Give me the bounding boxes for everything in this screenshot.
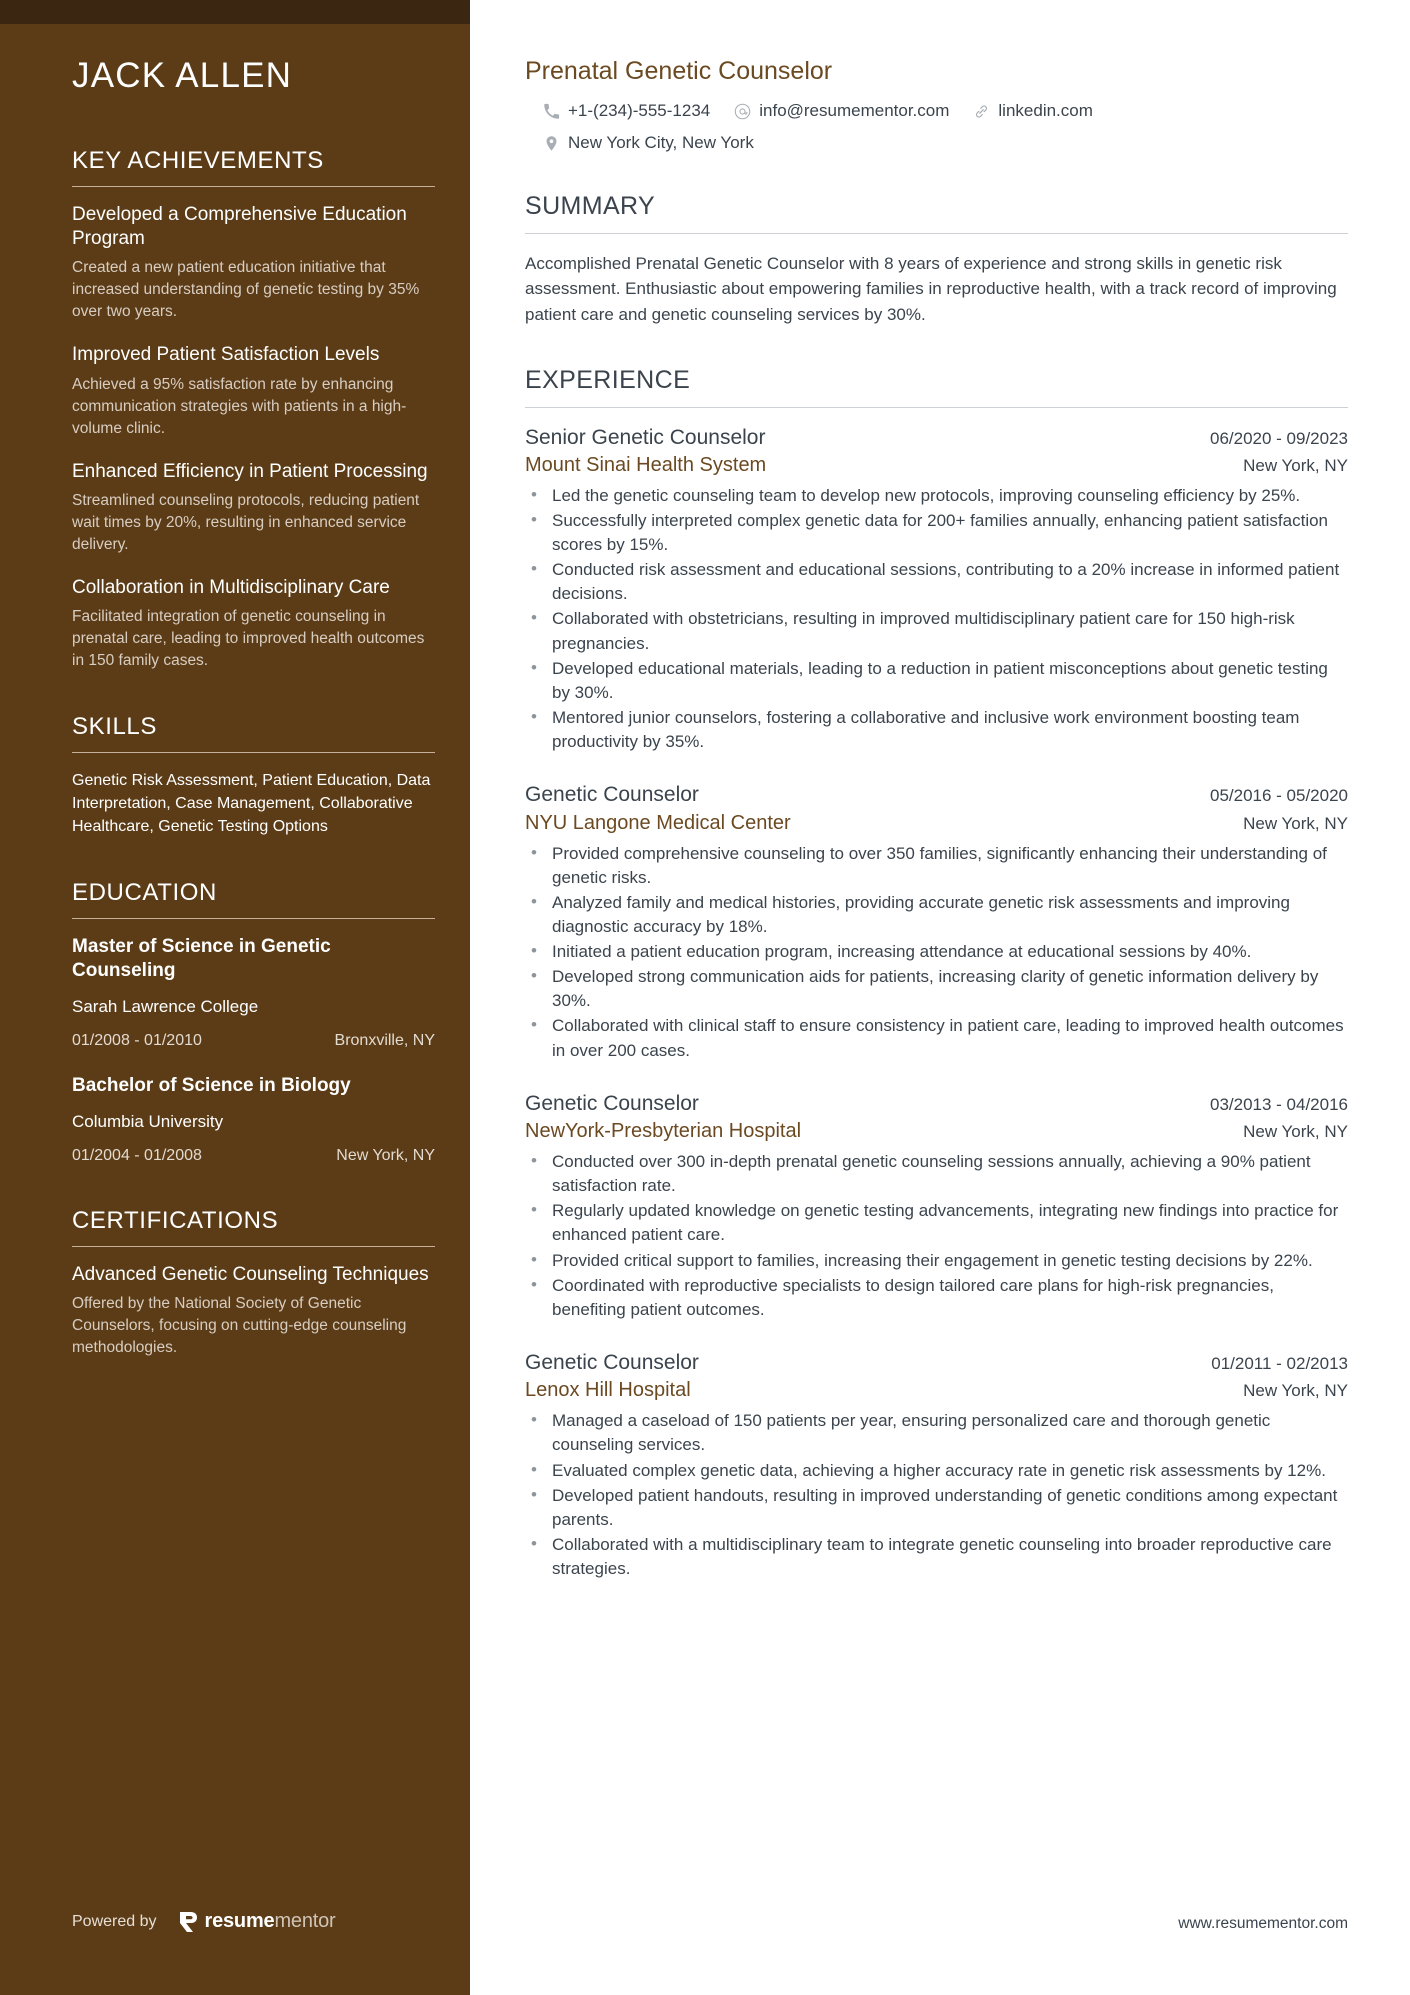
page-title: JACK ALLEN [72,56,293,95]
link-icon [973,103,990,120]
section-education [72,880,435,1166]
list-item: • Regularly updated knowledge on genetic testing advancements, integrating new findings into practice for enhanced patient care. [525,1199,1348,1247]
certification-description: Offered by the National Society of Genetic Counselors, focusing on cutting-edge counseling methodologies. [72,1295,407,1357]
experience-company: Mount Sinai Health System [525,453,767,476]
powered-by-footer [72,1910,336,1933]
divider [525,407,1348,408]
experience-company: NewYork-Presbyterian Hospital [525,1120,802,1143]
section-heading-skills: SKILLS [72,713,157,741]
email-icon [734,103,751,120]
contact-link[interactable] [973,101,1093,121]
contact-info-row [525,101,1348,153]
section-heading-achievements: KEY ACHIEVEMENTS [72,147,324,175]
achievement-item [72,343,435,439]
section-heading-certifications: CERTIFICATIONS [72,1207,279,1235]
list-item: • Coordinated with reproductive specialists to design tailored care plans for high-risk pregnancies, benefiting patient outcomes. [525,1274,1348,1322]
education-item [72,935,435,1052]
experience-bullets [525,1150,1348,1322]
divider [525,233,1348,234]
experience-location: New York, NY [1243,1122,1348,1142]
list-item: • Initiated a patient education program, increasing attendance at educational sessions by 40%. [525,940,1348,964]
phone-icon [543,103,560,120]
education-location: New York, NY [336,1146,435,1164]
experience-role: Senior Genetic Counselor [525,425,766,449]
experience-location: New York, NY [1243,813,1348,833]
experience-location: New York, NY [1243,1381,1348,1401]
education-item [72,1074,435,1167]
list-item: • Conducted over 300 in-depth prenatal genetic counseling sessions annually, achieving a 90% patient satisfaction rate. [525,1150,1348,1198]
experience-item [525,1090,1348,1322]
list-item: • Provided comprehensive counseling to over 350 families, significantly enhancing their understanding of genetic risks. [525,842,1348,890]
education-degree: Master of Science in Genetic Counseling [72,935,331,982]
education-meta [72,1031,435,1052]
list-item: • Analyzed family and medical histories, providing accurate genetic risk assessments and improving diagnostic accuracy by 18%. [525,891,1348,939]
list-item: • Led the genetic counseling team to develop new protocols, improving counseling efficiency by 25%. [525,484,1348,508]
experience-dates: 05/2016 - 05/2020 [1209,786,1348,806]
contact-email[interactable] [734,101,949,121]
achievement-description: Streamlined counseling protocols, reducing patient wait times by 20%, resulting in enhanced service delivery. [72,491,420,553]
contact-phone-value: +1-(234)-555-1234 [568,101,711,120]
divider [72,918,435,919]
experience-role: Genetic Counselor [525,783,699,807]
section-heading-summary: SUMMARY [525,192,656,220]
divider [72,186,435,187]
achievement-description: Facilitated integration of genetic counseling in prenatal care, leading to improved health outcomes in 150 family cases. [72,608,425,670]
list-item: • Provided critical support to families, increasing their engagement in genetic testing decisions by 22%. [525,1249,1348,1273]
education-dates: 01/2008 - 01/2010 [72,1032,202,1050]
list-item: • Successfully interpreted complex genetic data for 200+ families annually, enhancing patient satisfaction scores by 15%. [525,509,1348,557]
powered-by-label: Powered by [72,1912,157,1930]
achievement-description: Created a new patient education initiative that increased understanding of genetic testing by 35% over two years. [72,259,420,321]
achievement-title: Improved Patient Satisfaction Levels [72,344,380,366]
education-meta [72,1146,435,1167]
education-school: Sarah Lawrence College [72,996,259,1016]
logo-text-bold: resume [204,1910,275,1932]
sidebar [0,0,470,1995]
resumementor-wordmark [205,1910,336,1933]
experience-company-row [525,452,1348,479]
section-heading-education: EDUCATION [72,879,217,907]
certification-title: Advanced Genetic Counseling Techniques [72,1263,429,1285]
list-item: • Developed strong communication aids for patients, increasing clarity of genetic information delivery by 30%. [525,965,1348,1013]
section-key-achievements [72,148,435,672]
list-item: • Conducted risk assessment and educational sessions, contributing to a 20% increase in informed patient decisions. [525,558,1348,606]
experience-bullets [525,484,1348,754]
education-location: Bronxville, NY [334,1032,435,1050]
headline-job-title: Prenatal Genetic Counselor [525,57,833,85]
experience-item [525,1349,1348,1581]
experience-title-row [525,424,1348,452]
contact-location [543,133,754,153]
experience-item [525,424,1348,755]
experience-company-row [525,1377,1348,1404]
section-summary [525,193,1348,327]
achievement-item [72,460,435,556]
experience-dates: 03/2013 - 04/2016 [1209,1094,1348,1114]
contact-link-value: linkedin.com [998,101,1093,120]
divider [72,1246,435,1247]
main-content [470,0,1410,1995]
list-item: • Developed educational materials, leading to a reduction in patient misconceptions about genetic testing by 30%. [525,657,1348,705]
contact-email-value: info@resumementor.com [759,101,950,120]
experience-bullets [525,842,1348,1063]
list-item: • Developed patient handouts, resulting in improved understanding of genetic conditions among expectant parents. [525,1484,1348,1532]
experience-title-row [525,781,1348,809]
contact-location-value: New York City, New York [568,133,754,152]
experience-company: NYU Langone Medical Center [525,811,791,834]
list-item: • Collaborated with obstetricians, resulting in improved multidisciplinary patient care for 150 high-risk pregnancies. [525,607,1348,655]
education-degree: Bachelor of Science in Biology [72,1074,351,1096]
location-pin-icon [543,135,560,152]
list-item: • Evaluated complex genetic data, achieving a higher accuracy rate in genetic risk assessments by 12%. [525,1459,1348,1483]
achievement-item [72,203,435,324]
experience-role: Genetic Counselor [525,1091,699,1115]
certification-item [72,1263,435,1359]
experience-item [525,781,1348,1062]
experience-company-row [525,1118,1348,1145]
experience-company-row [525,810,1348,837]
logo-text-light: mentor [274,1910,336,1932]
achievement-title: Collaboration in Multidisciplinary Care [72,576,390,598]
resumementor-mark-icon [179,1911,198,1933]
footer-website-url: www.resumementor.com [1178,1915,1348,1932]
section-experience [525,367,1348,1581]
experience-dates: 01/2011 - 02/2013 [1211,1353,1348,1373]
achievement-title: Enhanced Efficiency in Patient Processing [72,460,428,482]
education-school: Columbia University [72,1111,224,1131]
experience-company: Lenox Hill Hospital [525,1379,691,1402]
experience-role: Genetic Counselor [525,1350,699,1374]
section-skills [72,714,435,838]
list-item: • Mentored junior counselors, fostering a collaborative and inclusive work environment boosting team productivity by 35%. [525,706,1348,754]
summary-text: Accomplished Prenatal Genetic Counselor with 8 years of experience and strong skills in genetic risk assessment. Enthusiastic about empowering families in reproductive health, with a track record of improving patient care and genetic counseling services by 30%. [525,253,1337,324]
achievement-title: Developed a Comprehensive Education Program [72,203,407,249]
list-item: • Managed a caseload of 150 patients per year, ensuring personalized care and thorough genetic counseling services. [525,1409,1348,1457]
experience-dates: 06/2020 - 09/2023 [1209,428,1348,448]
education-dates: 01/2004 - 01/2008 [72,1146,202,1164]
experience-title-row [525,1349,1348,1377]
achievement-item [72,576,435,672]
section-certifications [72,1208,435,1359]
achievement-description: Achieved a 95% satisfaction rate by enhancing communication strategies with patients in a high-volume clinic. [72,375,407,437]
resumementor-logo [179,1910,336,1933]
experience-location: New York, NY [1243,455,1348,475]
experience-bullets [525,1409,1348,1581]
contact-phone[interactable] [543,101,710,121]
divider [72,752,435,753]
list-item: • Collaborated with a multidisciplinary team to integrate genetic counseling into broader reproductive care strategies. [525,1533,1348,1581]
skills-list: Genetic Risk Assessment, Patient Education, Data Interpretation, Case Management, Collaborative Healthcare, Genetic Testing Options [72,771,431,835]
section-heading-experience: EXPERIENCE [525,366,691,394]
list-item: • Collaborated with clinical staff to ensure consistency in patient care, leading to improved health outcomes in over 200 cases. [525,1014,1348,1062]
experience-title-row [525,1090,1348,1118]
